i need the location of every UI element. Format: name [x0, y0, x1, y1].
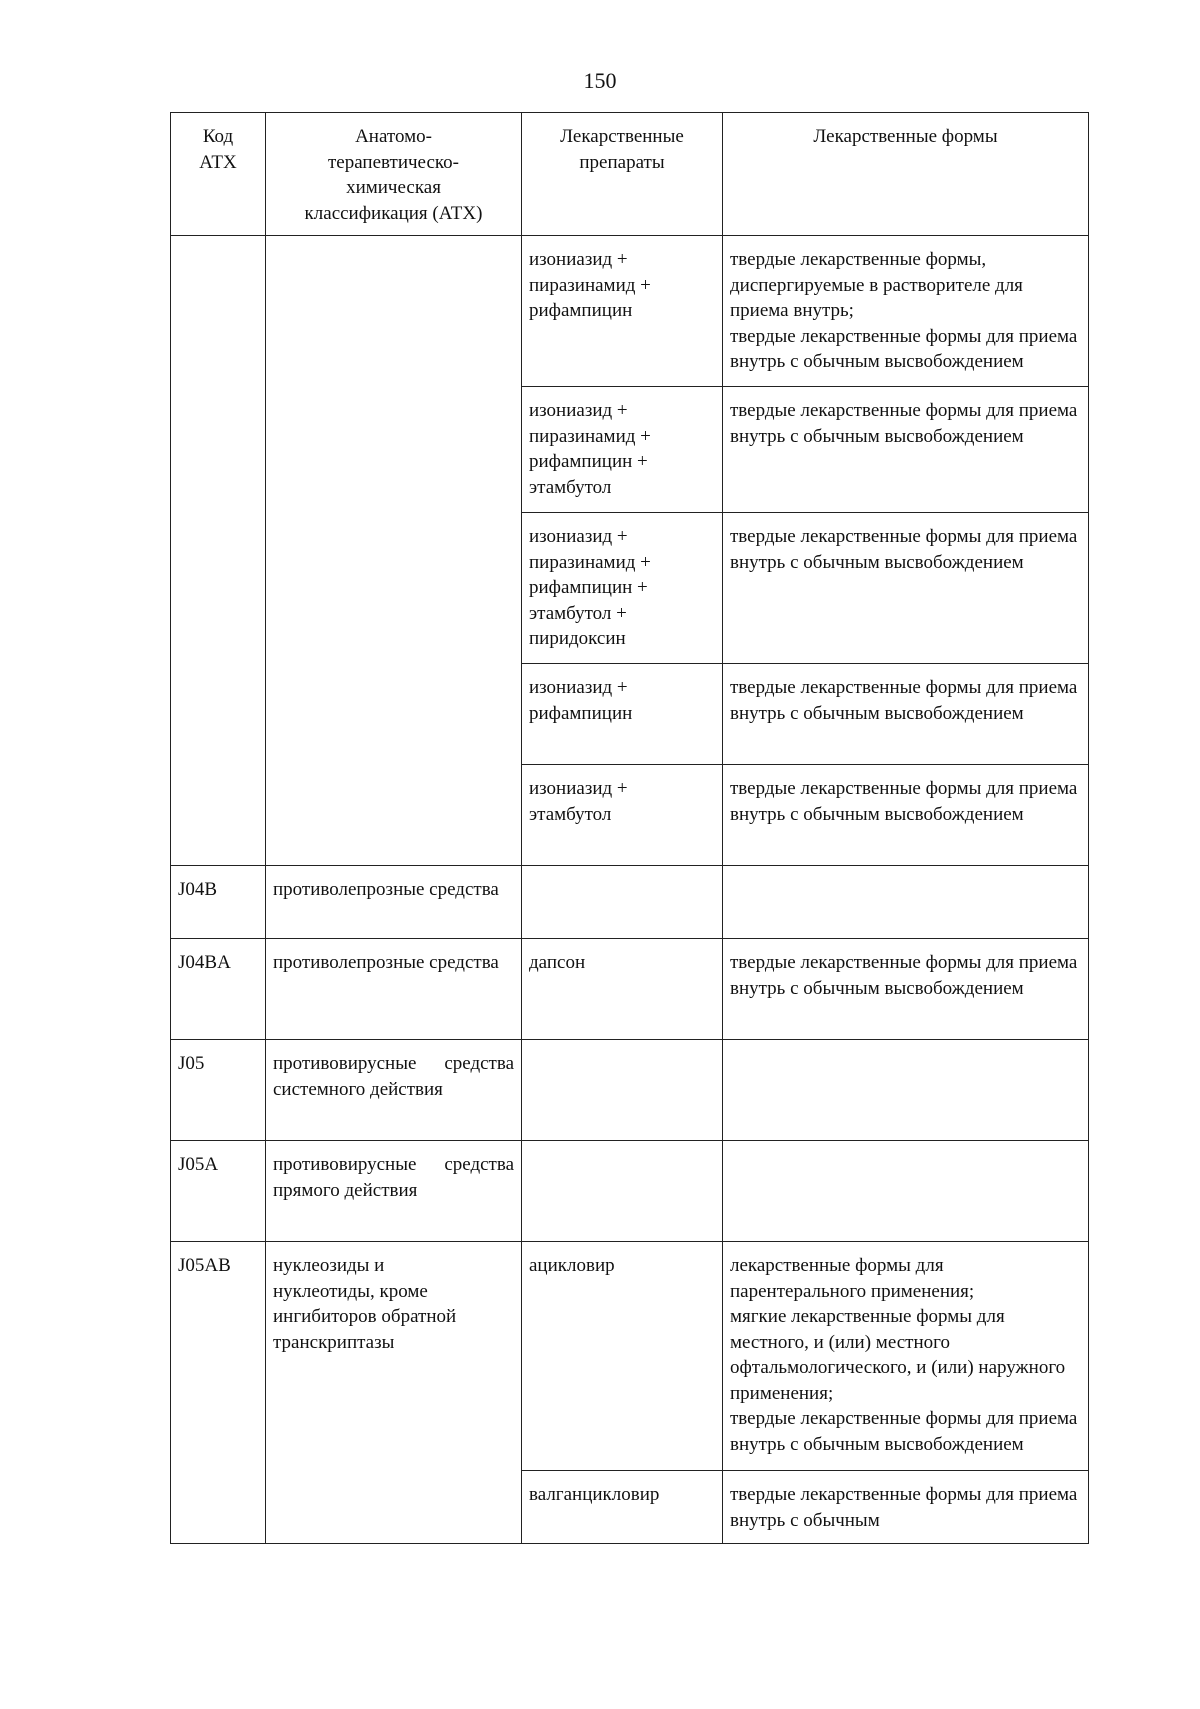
atx-table — [170, 112, 1089, 1544]
header-drugs: Лекарственные препараты — [522, 113, 723, 236]
table-header-row — [171, 113, 1089, 236]
drug-cell: изониазид + пиразинамид + рифампицин — [522, 236, 723, 387]
dosage-forms-cell: твердые лекарственные формы для приема внутрь с обычным высвобождением — [723, 664, 1089, 765]
table-row — [171, 1141, 1089, 1242]
table-row — [171, 1242, 1089, 1471]
atx-code-cell: J04B — [171, 866, 266, 939]
classification-cell: противовирусные средства прямого действия — [266, 1141, 522, 1242]
dosage-forms-cell — [723, 1040, 1089, 1141]
drug-cell — [522, 866, 723, 939]
dosage-forms-cell: твердые лекарственные формы для приема внутрь с обычным высвобождением — [723, 387, 1089, 513]
drug-cell: изониазид + пиразинамид + рифампицин + этамбутол + пиридоксин — [522, 513, 723, 664]
drug-cell: изониазид + этамбутол — [522, 765, 723, 866]
dosage-forms-cell: твердые лекарственные формы, диспергируемые в растворителе для приема внутрь; твердые лекарственные формы для приема внутрь с обычным высвобождением — [723, 236, 1089, 387]
header-atx-classification: Анатомо- терапевтическо- химическая классификация (АТХ) — [266, 113, 522, 236]
drug-cell: ацикловир — [522, 1242, 723, 1471]
table-row — [171, 866, 1089, 939]
dosage-forms-cell — [723, 866, 1089, 939]
header-dosage-forms: Лекарственные формы — [723, 113, 1089, 236]
atx-code-cell: J05AB — [171, 1242, 266, 1544]
table-row — [171, 236, 1089, 387]
drug-cell: дапсон — [522, 939, 723, 1040]
classification-cell: противолепрозные средства — [266, 866, 522, 939]
drug-cell: изониазид + пиразинамид + рифампицин + этамбутол — [522, 387, 723, 513]
atx-code-cell: J04BA — [171, 939, 266, 1040]
table-row — [171, 1040, 1089, 1141]
dosage-forms-cell: лекарственные формы для парентерального применения; мягкие лекарственные формы для местного, и (или) местного офтальмологического, и (или) наружного применения; твердые лекарственные формы для приема внутрь с обычным высвобождением — [723, 1242, 1089, 1471]
table-row — [171, 939, 1089, 1040]
atx-code-cell — [171, 236, 266, 866]
dosage-forms-cell: твердые лекарственные формы для приема внутрь с обычным высвобождением — [723, 513, 1089, 664]
classification-cell: противовирусные средства системного действия — [266, 1040, 522, 1141]
classification-cell — [266, 236, 522, 866]
drug-cell: изониазид + рифампицин — [522, 664, 723, 765]
drug-cell: валганцикловир — [522, 1471, 723, 1544]
header-atx-code: Код АТХ — [171, 113, 266, 236]
dosage-forms-cell: твердые лекарственные формы для приема внутрь с обычным высвобождением — [723, 939, 1089, 1040]
classification-cell: нуклеозиды и нуклеотиды, кроме ингибиторов обратной транскриптазы — [266, 1242, 522, 1544]
page-number: 150 — [583, 68, 617, 93]
drug-cell — [522, 1141, 723, 1242]
dosage-forms-cell: твердые лекарственные формы для приема внутрь с обычным — [723, 1471, 1089, 1544]
dosage-forms-cell: твердые лекарственные формы для приема внутрь с обычным высвобождением — [723, 765, 1089, 866]
atx-code-cell: J05 — [171, 1040, 266, 1141]
atx-code-cell: J05A — [171, 1141, 266, 1242]
dosage-forms-cell — [723, 1141, 1089, 1242]
classification-cell: противолепрозные средства — [266, 939, 522, 1040]
drug-cell — [522, 1040, 723, 1141]
